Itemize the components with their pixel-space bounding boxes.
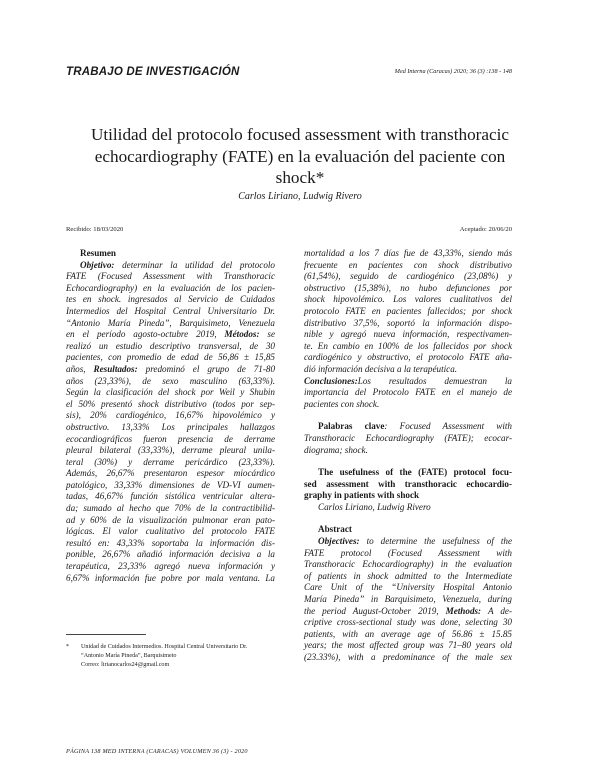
resumen-heading: Resumen	[80, 248, 116, 258]
abstract-line: shock hipovolémico. Los valores cualitativos del	[304, 294, 512, 305]
journal-reference: Med Interna (Caracas) 2020; 36 (3) :138 - 148	[394, 68, 512, 75]
abstract-line: FATE (Focused Assessment with Transthoracic	[66, 271, 275, 282]
metodos-label: Métodos:	[224, 329, 260, 340]
abstract-line: ecocardiográficos fueron presencia de derrame	[66, 433, 275, 444]
article-title	[66, 124, 534, 189]
abstract-line: Conclusiones:Los resultados demuestran la	[304, 375, 512, 386]
abstract-line: cardiogénico y obstructivo, el protocolo FATE aña-	[304, 352, 512, 363]
abstract-line: da; sumado al hecho que 70% de la contractibilid-	[66, 503, 275, 514]
abstract-line: teral (30%) y derrame pericárdico (23,33%).	[66, 456, 275, 467]
abstract-line: pacientes, con promedio de edad de 56,86 ± 15,85	[66, 352, 275, 363]
footnote-line: Unidad de Cuidados Intermedios. Hospital Central Universitario Dr.	[81, 644, 248, 650]
keywords-line: Transthoracic Echocardiography (FATE); ecocar-	[304, 432, 512, 443]
english-authors: Carlos Liriano, Ludwig Rivero	[318, 501, 431, 512]
abstract-line: the period August-October 2019, Methods: A de-	[304, 605, 512, 616]
footnote-line: “Antonio María Pineda”, Barquisimeto	[81, 652, 177, 659]
abstract-line: Objetivo: determinar la utilidad del protocolo	[80, 259, 275, 270]
abstract-line: mortalidad a los 7 días fue de 43,33%, siendo más	[304, 248, 512, 258]
abstract-line: of patients in shock admitted to the Intermediate	[304, 570, 512, 581]
abstract-line: terapéutica, 23,33% agregó nueva información y	[66, 561, 275, 572]
right-column	[304, 248, 512, 664]
abstract-line: patológico, 33,33% dimensiones de VD-VI aumen-	[66, 479, 275, 490]
english-title-line: graphy in patients with shock	[304, 490, 420, 501]
methods-label: Methods:	[445, 605, 482, 616]
abstract-heading: Abstract	[318, 524, 352, 535]
abstract-line: distributivo 37,5%, soportó la información dispo-	[304, 317, 512, 328]
abstract-line: Transthoracic Echocardiography) in the evaluation	[304, 559, 512, 570]
abstract-line: ad y 60% de la visualización pulmonar eran pato-	[66, 514, 275, 525]
abstract-line: tadas, 46,67% función sistólica ventricular altera-	[66, 491, 275, 502]
conclusiones-label: Conclusiones:	[304, 375, 358, 386]
abstract-line: Según la clasificación del shock por Weil y Shubin	[66, 387, 275, 398]
title-line: echocardiography (FATE) en la evaluación del paciente con	[94, 146, 506, 166]
abstract-line: Intermedios del Hospital Central Universitario Dr.	[66, 305, 275, 316]
abstract-line: lógicas. El valor cualitativo del protocolo FATE	[66, 526, 275, 537]
abstract-line: sis), 20% cardiogénico, 16,67% hipovolémico y	[66, 410, 275, 421]
abstract-line: dió información decisiva a la terapéutica.	[304, 363, 458, 374]
abstract-line: pacientes con shock.	[304, 398, 380, 409]
abstract-line: el 50% presentó shock distributivo (todos por sep-	[66, 398, 275, 409]
abstract-line: frecuente en pacientes con shock distributivo	[304, 259, 512, 270]
abstract-line: pleural bilateral (33,33%), derrame pleural unila-	[66, 445, 275, 456]
footnote-mark: *	[66, 644, 70, 650]
abstract-line: “Antonio María Pineda”, Barquisimeto, Venezuela	[66, 317, 275, 328]
objectives-label: Objectives:	[318, 536, 360, 547]
abstract-line: resultó en: 43,33% soportaba la información dis-	[66, 537, 275, 548]
abstract-line: Echocardiography) en la evaluación de los pacien-	[66, 282, 275, 293]
abstract-line: (23.33%), with a predominance of the male sex	[304, 652, 512, 662]
english-title-line: sed assessment with transthoracic echocardio-	[304, 478, 512, 489]
abstract-line: obstructivo. 13,33% Los principales hallazgos	[66, 421, 275, 432]
abstract-line: nible y agregó nueva información, respectivamen-	[304, 329, 512, 340]
abstract-line: te. En cambio en 100% de los fallecidos por shock	[304, 340, 512, 351]
abstract-line: FATE protocol (Focused Assessment with	[304, 547, 512, 558]
abstract-line: protocolo FATE en pacientes fallecidos; por shock	[304, 305, 512, 316]
abstract-line: tes en shock. ingresados al Servicio de Cuidados	[66, 294, 275, 305]
keywords-label: Palabras clave	[318, 421, 385, 432]
abstract-line: (61,54%), seguido de cardiogénico (23,08%) y	[304, 271, 512, 282]
abstract-line: años, Resultados: predominó el grupo de 71-80	[66, 363, 276, 374]
abstract-line: Objectives: to determine the usefulness of the	[318, 536, 512, 547]
footnote	[66, 643, 281, 669]
abstract-line: Además, 26,67% presentaron espesor miocárdico	[66, 468, 275, 479]
english-title-line: The usefulness of the (FATE) protocol focu-	[318, 467, 512, 478]
abstract-line: ponible, 26,67% añadió información decisiva a la	[66, 549, 275, 560]
abstract-line: years; the most affected group was 71–80 years old	[304, 640, 512, 651]
keywords-line: Palabras clave: Focused Assessment with	[318, 421, 512, 432]
section-label: TRABAJO DE INVESTIGACIÓN	[66, 66, 240, 78]
abstract-line: en el período agosto-octubre 2019, Métodos: se	[66, 329, 276, 340]
page-footer: PÁGINA 138 MED INTERNA (CARACAS) VOLUMEN 36 (3) - 2020	[66, 748, 248, 755]
abstract-line: obstructivo (15,38%), no hubo defunciones por	[304, 282, 512, 293]
keywords-line: diograma; shock.	[304, 444, 368, 455]
resultados-label: Resultados:	[93, 363, 138, 374]
left-column	[66, 248, 275, 584]
abstract-line: importancia del Protocolo FATE en el manejo de	[304, 387, 512, 398]
abstract-line: años (23,33%), de sexo masculino (63,33%).	[66, 375, 275, 386]
abstract-line: criptive cross-sectional study was done, selecting 30	[304, 617, 512, 628]
article-authors: Carlos Liriano, Ludwig Rivero	[238, 191, 362, 202]
received-date: Recibido: 18/03/2020	[66, 226, 124, 233]
title-line: Utilidad del protocolo focused assessment with transthoracic	[90, 125, 510, 144]
footnote-line: Correo: lirianocarlos24@gmail.com	[81, 661, 170, 668]
abstract-line: patients, with an average age of 56.86 ± 15.85	[304, 628, 512, 639]
objetivo-label: Objetivo:	[80, 259, 115, 270]
abstract-line: 6,67% información fue pobre por mala ventana. La	[66, 572, 275, 583]
abstract-line: Care Unit of the “University Hospital Antonio	[304, 582, 512, 593]
abstract-line: realizó un estudio descriptivo transversal, de 30	[66, 340, 275, 351]
title-line: shock*	[275, 168, 325, 187]
footnote-rule	[66, 634, 146, 635]
abstract-line: María Pineda” in Barquisimeto, Venezuela, during	[304, 594, 512, 605]
accepted-date: Aceptado: 20/06/20	[459, 226, 512, 233]
